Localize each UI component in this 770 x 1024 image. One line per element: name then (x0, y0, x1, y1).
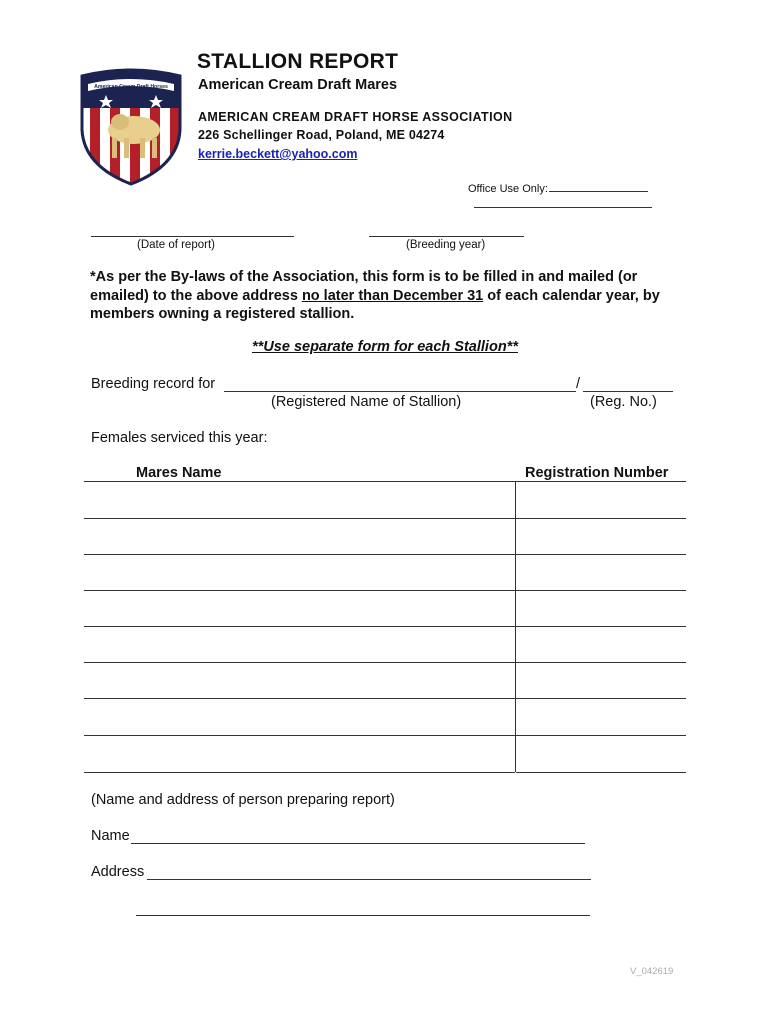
page-title: STALLION REPORT (197, 50, 399, 73)
breeding-year-line[interactable] (369, 236, 524, 237)
preparer-section-label: (Name and address of person preparing report) (91, 792, 395, 808)
mares-table (84, 481, 686, 773)
page-subtitle: American Cream Draft Mares (198, 77, 398, 93)
date-of-report-label: (Date of report) (137, 239, 215, 251)
address-field-line-2[interactable] (136, 915, 590, 916)
table-row-5-mare-cell[interactable] (84, 627, 515, 663)
registered-name-label: (Registered Name of Stallion) (271, 394, 462, 410)
address-field-line-1[interactable] (147, 879, 591, 880)
table-row-3-mare-cell[interactable] (84, 555, 515, 591)
table-row-7-reg-cell[interactable] (516, 699, 686, 736)
table-row-4-mare-cell[interactable] (84, 591, 515, 627)
reg-no-label: (Reg. No.) (590, 394, 657, 410)
table-row-3-reg-cell[interactable] (516, 555, 686, 591)
office-use-line-2[interactable] (474, 207, 652, 208)
office-use-field (468, 181, 648, 195)
table-row-8-reg-cell[interactable] (516, 736, 686, 773)
association-name: AMERICAN CREAM DRAFT HORSE ASSOCIATION (198, 110, 513, 124)
breeding-year-label: (Breeding year) (406, 239, 486, 251)
shield-horse-logo-icon (76, 68, 186, 186)
name-field-line[interactable] (131, 843, 585, 844)
table-row-1-reg-cell[interactable] (516, 482, 686, 519)
association-email-link[interactable]: kerrie.beckett@yahoo.com (198, 147, 358, 161)
bylaws-deadline: no later than December 31 (301, 287, 484, 304)
table-row-6-reg-cell[interactable] (516, 663, 686, 699)
association-address: 226 Schellinger Road, Poland, ME 04274 (198, 128, 445, 142)
association-logo (76, 68, 186, 186)
bylaws-notice (90, 268, 690, 324)
table-row-2-reg-cell[interactable] (516, 519, 686, 555)
females-serviced-label: Females serviced this year: (91, 430, 268, 446)
office-use-blank[interactable] (549, 181, 648, 192)
name-label: Name (91, 828, 130, 844)
office-use-label: Office Use Only: (468, 183, 548, 195)
breeding-record-label: Breeding record for (91, 376, 216, 392)
table-row-6-mare-cell[interactable] (84, 663, 515, 699)
address-label: Address (91, 864, 145, 880)
table-row-7-mare-cell[interactable] (84, 699, 515, 736)
bylaws-text-2: of each calendar year, by members owning a registered stallion. (90, 287, 660, 322)
col-header-registration-number: Registration Number (525, 465, 669, 481)
table-row-1-mare-cell[interactable] (84, 482, 515, 519)
date-of-report-line[interactable] (91, 236, 294, 237)
reg-no-line[interactable] (583, 391, 673, 392)
table-row-8-mare-cell[interactable] (84, 736, 515, 773)
breeding-record-slash: / (576, 376, 581, 392)
stallion-name-line[interactable] (224, 391, 576, 392)
table-row-5-reg-cell[interactable] (516, 627, 686, 663)
col-header-mares-name: Mares Name (136, 465, 222, 481)
version-code: V_042619 (630, 966, 674, 977)
bylaws-text-1: *As per the By-laws of the Association, this form is to be filled in and mailed (or emailed) to the above address (90, 269, 638, 304)
svg-text:American Cream Draft Horses: American Cream Draft Horses (94, 84, 168, 90)
separate-form-note: **Use separate form for each Stallion** (252, 339, 518, 355)
table-row-4-reg-cell[interactable] (516, 591, 686, 627)
table-row-2-mare-cell[interactable] (84, 519, 515, 555)
